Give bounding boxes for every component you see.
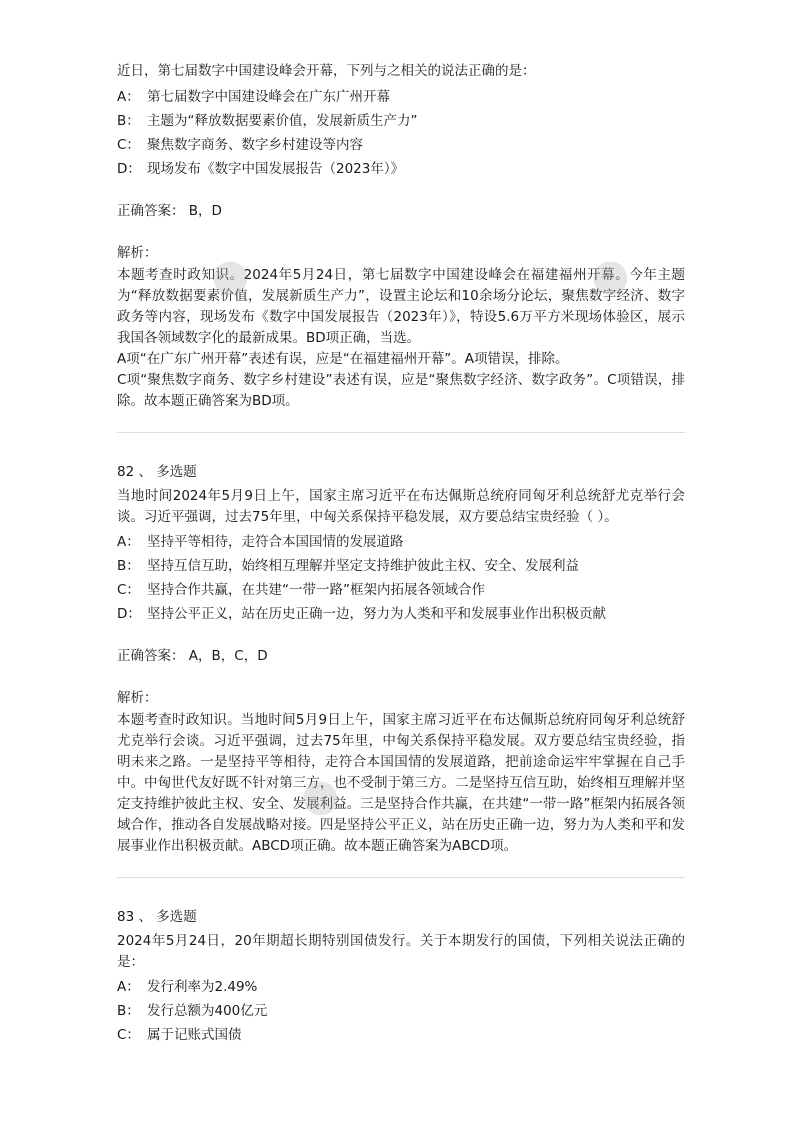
option-c [117,1023,685,1047]
option-d [117,602,685,626]
analysis-paragraph: 本题考查时政知识。2024年5月24日，第七届数字中国建设峰会在福建福州开幕。今年主题为“释放数据要素价值，发展新质生产力”，设置主论坛和10余场分论坛，聚焦数字经济、数字政务等内容，现场发布《数字中国发展报告（2023年）》，特设5.6万平方米现场体验区，展示我国各领域数字化的最新成果。BD项正确，当选。 [117,267,685,346]
option-text: 第七届数字中国建设峰会在广东广州开幕 [147,89,390,105]
option-b [117,999,685,1023]
option-key: A： [117,89,140,105]
analysis-label: 解析： [117,690,158,706]
option-c [117,133,685,157]
option-text: 现场发布《数字中国发展报告（2023年）》 [147,161,405,177]
option-text: 主题为“释放数据要素价值，发展新质生产力” [147,113,418,129]
question-stem: 近日，第七届数字中国建设峰会开幕，下列与之相关的说法正确的是： [117,63,536,79]
question-stem: 当地时间2024年5月9日上午，国家主席习近平在布达佩斯总统府同匈牙利总统舒尤克举行会谈。习近平强调，过去75年里，中匈关系保持平稳发展，双方要总结宝贵经验（ ）。 [117,488,685,525]
question-stem: 2024年5月24日，20年期超长期特别国债发行。关于本期发行的国债，下列相关说法正确的是： [117,933,685,970]
option-key: B： [117,1003,140,1019]
option-text: 坚持互信互助，始终相互理解并坚定支持维护彼此主权、安全、发展利益 [147,558,579,574]
question-82 [117,460,685,857]
option-a [117,975,685,999]
correct-answer: 正确答案： A，B，C，D [117,648,268,664]
watermark-mark: ● [291,764,347,827]
option-key: B： [117,558,140,574]
option-c [117,578,685,602]
option-key: D： [117,606,141,622]
question-header: 82 、 多选题 [117,464,197,480]
watermark-mark: ● [201,244,257,307]
watermark-mark: ● [581,244,637,307]
divider [117,432,685,433]
question-83 [117,905,685,1047]
option-text: 坚持合作共赢，在共建“一带一路”框架内拓展各领域合作 [147,582,485,598]
option-key: A： [117,979,140,995]
option-b [117,554,685,578]
option-a [117,530,685,554]
option-text: 发行利率为2.49% [147,979,258,995]
analysis-label: 解析： [117,245,158,261]
option-text: 坚持平等相待，走符合本国国情的发展道路 [147,534,404,550]
option-b [117,109,685,133]
option-key: C： [117,1027,140,1043]
divider [117,877,685,878]
analysis-paragraph: C项“聚焦数字商务、数字乡村建设”表述有误，应是“聚焦数字经济、数字政务”。C项错误，排除。故本题正确答案为BD项。 [117,372,685,409]
option-text: 发行总额为400亿元 [147,1003,268,1019]
option-key: D： [117,161,141,177]
analysis-paragraph: 本题考查时政知识。当地时间5月9日上午，国家主席习近平在布达佩斯总统府同匈牙利总统舒尤克举行会谈。习近平强调，过去75年里，中匈关系保持平稳发展。双方要总结宝贵经验，指明未来之路。一是坚持平等相待，走符合本国国情的发展道路，把前途命运牢牢掌握在自己手中。中匈世代友好既不针对第三方，也不受制于第三方。二是坚持互信互助，始终相互理解并坚定支持维护彼此主权、安全、发展利益。三是坚持合作共赢，在共建“一带一路”框架内拓展各领域合作，推动各自发展战略对接。四是坚持公平正义，站在历史正确一边，努力为人类和平和发展事业作出积极贡献。ABCD项正确。故本题正确答案为ABCD项。 [117,712,685,854]
option-key: B： [117,113,140,129]
option-text: 属于记账式国债 [147,1027,242,1043]
option-key: C： [117,582,140,598]
option-d [117,157,685,181]
option-key: C： [117,137,140,153]
question-81 [117,0,685,412]
document-page [117,0,685,1047]
question-header: 83 、 多选题 [117,909,197,925]
correct-answer: 正确答案： B，D [117,203,222,219]
option-text: 坚持公平正义，站在历史正确一边，努力为人类和平和发展事业作出积极贡献 [147,606,606,622]
option-key: A： [117,534,140,550]
option-text: 聚焦数字商务、数字乡村建设等内容 [147,137,363,153]
option-a [117,85,685,109]
analysis-paragraph: A项“在广东广州开幕”表述有误，应是“在福建福州开幕”。A项错误，排除。 [117,351,569,367]
